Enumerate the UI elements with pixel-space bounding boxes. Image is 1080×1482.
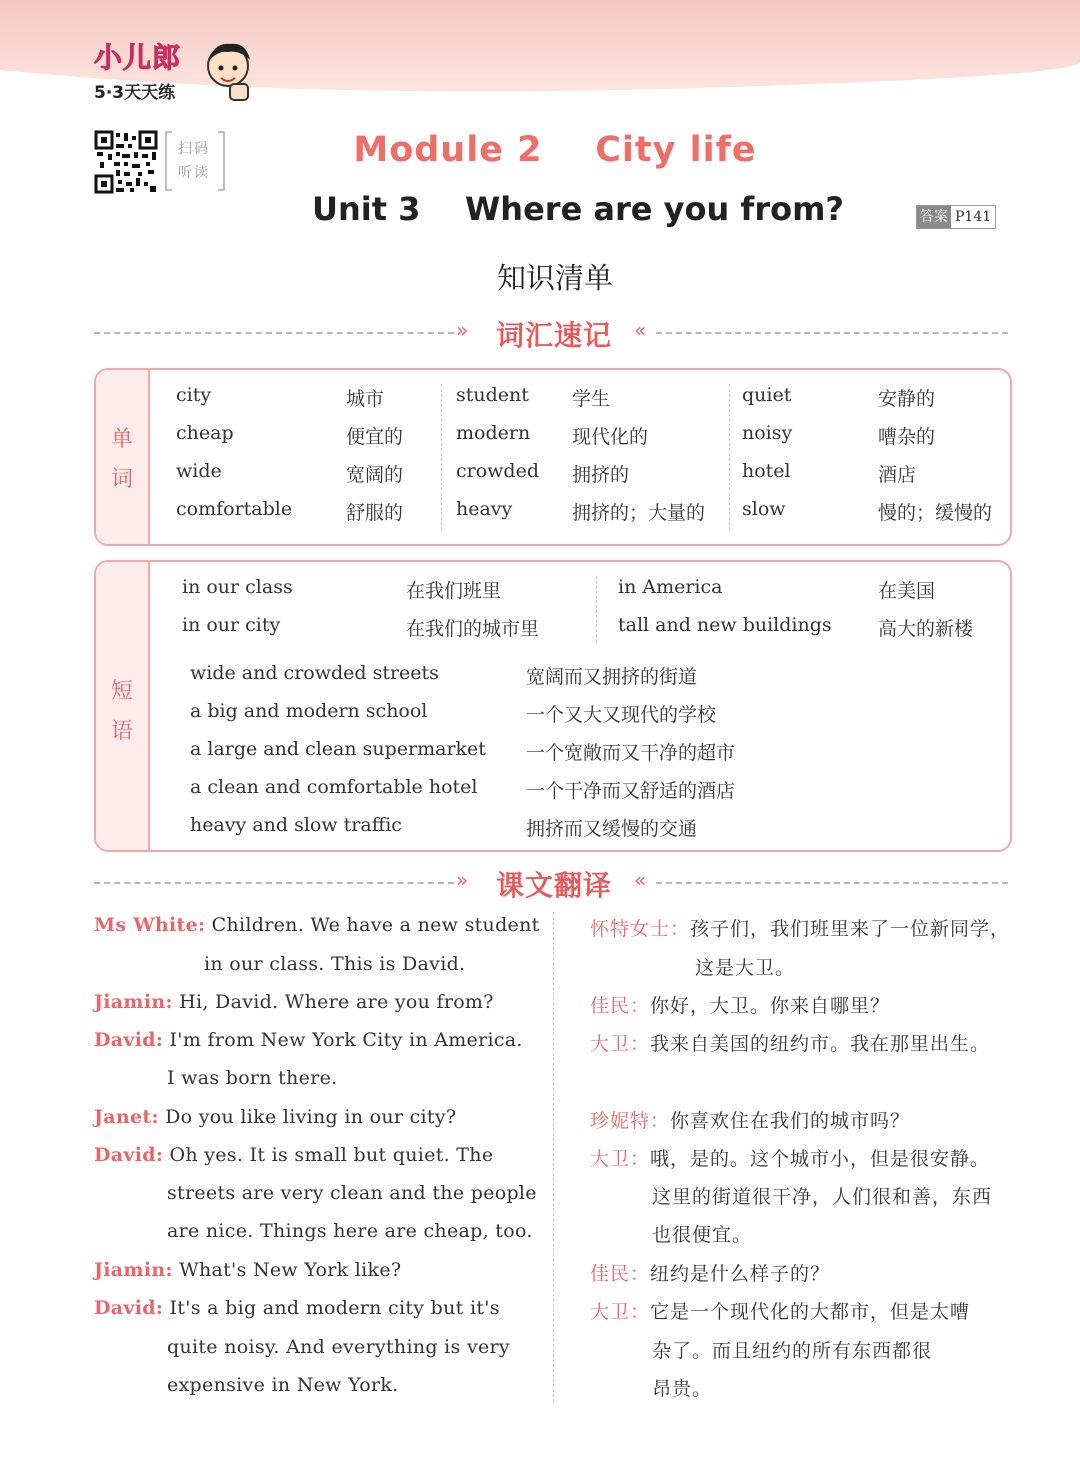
- speaker-name: 大卫：: [590, 1148, 651, 1170]
- dialogue-line-cn: [590, 1106, 910, 1133]
- dialogue-line-en: [94, 1259, 401, 1281]
- dialogue-line-en: [94, 1144, 493, 1166]
- right-arrow-icon: »: [456, 318, 469, 342]
- right-arrow-icon: »: [456, 868, 469, 892]
- dialogue-text: 纽约是什么样子的？: [650, 1263, 831, 1285]
- word-en: comfortable: [176, 498, 293, 520]
- dialogue-text: Do you like living in our city?: [165, 1106, 457, 1128]
- brand-logo: [94, 36, 181, 103]
- dialogue-line-cn: [590, 914, 1010, 941]
- translation-section-title: 课文翻译: [495, 869, 612, 902]
- word-cn: 学生: [572, 388, 611, 410]
- words-side-label: [96, 370, 150, 544]
- words-label-char: 词: [110, 467, 133, 492]
- phrase-cn: 拥挤而又缓慢的交通: [526, 818, 698, 840]
- word-cn: 拥挤的: [572, 464, 630, 486]
- word-en: quiet: [742, 384, 792, 406]
- phrase-en: a clean and comfortable hotel: [190, 776, 478, 798]
- divider-line-left: [94, 332, 454, 334]
- word-en: city: [176, 384, 212, 406]
- word-cn: 嘈杂的: [878, 426, 936, 448]
- divider-line-right: [656, 882, 1008, 884]
- dialogue-text: 昂贵。: [652, 1378, 713, 1400]
- speaker-name: 怀特女士：: [590, 918, 691, 940]
- dialogue-text: Oh yes. It is small but quiet. The: [169, 1144, 494, 1166]
- dialogue-text: 孩子们，我们班里来了一位新同学，: [690, 918, 1011, 940]
- dialogue-line-cn: [590, 1297, 970, 1324]
- dialogue-line-cn: [590, 991, 890, 1018]
- dialogue-text: 这是大卫。: [695, 957, 796, 979]
- word-cn: 便宜的: [346, 426, 404, 448]
- dialogue-text: 它是一个现代化的大都市，但是太嘈: [650, 1301, 971, 1323]
- phrase-cn: 在我们班里: [406, 580, 502, 602]
- phrase-cn: 高大的新楼: [878, 618, 974, 640]
- speaker-name: Jiamin:: [94, 1259, 173, 1281]
- phrase-en: heavy and slow traffic: [190, 814, 402, 836]
- dialogue-text: 哦，是的。这个城市小，但是很安静。: [650, 1148, 991, 1170]
- dialogue-text: expensive in New York.: [167, 1374, 399, 1396]
- word-cn: 慢的；缓慢的: [878, 502, 993, 524]
- phrases-label-char: 短: [110, 679, 133, 704]
- scan-text-2: 听读: [178, 165, 210, 181]
- dialogue-text: I'm from New York City in America.: [169, 1029, 523, 1051]
- dialogue-text: It's a big and modern city but it's: [169, 1297, 500, 1319]
- left-arrow-icon: «: [634, 318, 647, 342]
- speaker-name: Ms White:: [94, 914, 206, 936]
- words-box: [94, 368, 1012, 546]
- word-cn: 舒服的: [346, 502, 404, 524]
- scan-text-1: 扫码: [178, 141, 210, 157]
- column-separator: [729, 384, 730, 530]
- dialogue-text: quite noisy. And everything is very: [167, 1336, 510, 1358]
- dialogue-line-en: [94, 914, 540, 936]
- word-en: student: [456, 384, 529, 406]
- speaker-name: 佳民：: [590, 1263, 651, 1285]
- word-en: cheap: [176, 422, 234, 444]
- dialogue-text: 你好，大卫。你来自哪里？: [650, 995, 891, 1017]
- speaker-name: 大卫：: [590, 1301, 651, 1323]
- dialogue-text: 我来自美国的纽约市。我在那里出生。: [650, 1033, 991, 1055]
- translation-divider: [94, 868, 1008, 902]
- phrase-cn: 一个宽敞而又干净的超市: [526, 742, 736, 764]
- series-name: 5·3天天练: [94, 83, 176, 103]
- mascot-icon: [200, 38, 256, 104]
- column-separator: [441, 384, 442, 530]
- dialogue-line-en: [94, 1106, 456, 1128]
- word-en: wide: [176, 460, 222, 482]
- dialogue-text: What's New York like?: [179, 1259, 402, 1281]
- phrase-en: tall and new buildings: [618, 614, 832, 636]
- speaker-name: David:: [94, 1029, 164, 1051]
- brand-name: 小儿郎: [94, 41, 182, 74]
- words-label-char: 单: [110, 427, 133, 452]
- phrase-cn: 一个又大又现代的学校: [526, 704, 717, 726]
- speaker-name: 佳民：: [590, 995, 651, 1017]
- word-cn: 现代化的: [572, 426, 649, 448]
- word-cn: 宽阔的: [346, 464, 404, 486]
- phrase-en: a big and modern school: [190, 700, 428, 722]
- word-en: crowded: [456, 460, 539, 482]
- dialogue-text: are nice. Things here are cheap, too.: [167, 1220, 533, 1242]
- dialogue-line-cn: [590, 1029, 990, 1056]
- phrase-cn: 一个干净而又舒适的酒店: [526, 780, 736, 802]
- phrase-cn: 宽阔而又拥挤的街道: [526, 666, 698, 688]
- phrase-cn: 在我们的城市里: [406, 618, 540, 640]
- phrase-en: in our class: [182, 576, 293, 598]
- word-en: hotel: [742, 460, 791, 482]
- phrase-en: in America: [618, 576, 723, 598]
- phrases-box: [94, 560, 1012, 852]
- dialogue-line-cn: [590, 1144, 990, 1171]
- dialogue-line-en: [94, 1297, 500, 1319]
- answer-page: P141: [955, 209, 992, 225]
- word-cn: 城市: [346, 388, 385, 410]
- dialogue-text: 这里的街道很干净，人们很和善，东西: [652, 1186, 993, 1208]
- column-separator: [596, 576, 597, 642]
- speaker-name: David:: [94, 1297, 164, 1319]
- dialogue-line-en: [94, 991, 494, 1013]
- phrase-en: a large and clean supermarket: [190, 738, 486, 760]
- word-en: heavy: [456, 498, 513, 520]
- phrase-en: in our city: [182, 614, 281, 636]
- section-title: 知识清单: [496, 261, 613, 295]
- word-en: modern: [456, 422, 531, 444]
- column-separator: [553, 912, 554, 1402]
- unit-title: Unit 3 Where are you from?: [312, 190, 844, 228]
- speaker-name: Jiamin:: [94, 991, 173, 1013]
- dialogue-text: 你喜欢住在我们的城市吗？: [670, 1110, 911, 1132]
- dialogue-line-cn: [590, 1259, 830, 1286]
- dialogue-text: 杂了。而且纽约的所有东西都很: [652, 1340, 933, 1362]
- phrases-label-char: 语: [110, 719, 133, 744]
- speaker-name: Janet:: [94, 1106, 159, 1128]
- module-title: Module 2 City life: [353, 130, 757, 170]
- answer-label: 答案: [917, 206, 951, 228]
- dialogue-text: streets are very clean and the people: [167, 1182, 537, 1204]
- phrase-en: wide and crowded streets: [190, 662, 439, 684]
- dialogue-text: Hi, David. Where are you from?: [179, 991, 494, 1013]
- dialogue-text: in our class. This is David.: [204, 953, 466, 975]
- phrase-cn: 在美国: [878, 580, 936, 602]
- answer-reference[interactable]: [916, 205, 996, 229]
- dialogue-text: Children. We have a new student: [211, 914, 540, 936]
- word-en: slow: [742, 498, 786, 520]
- vocab-divider: [94, 318, 1008, 352]
- dialogue-line-en: [94, 1029, 523, 1051]
- word-cn: 酒店: [878, 464, 917, 486]
- speaker-name: 大卫：: [590, 1033, 651, 1055]
- divider-line-left: [94, 882, 454, 884]
- dialogue-text: I was born there.: [167, 1067, 338, 1089]
- divider-line-right: [656, 332, 1008, 334]
- dialogue-text: 也很便宜。: [652, 1224, 753, 1246]
- phrases-side-label: [96, 562, 150, 850]
- speaker-name: 珍妮特：: [590, 1110, 671, 1132]
- vocab-section-title: 词汇速记: [495, 319, 612, 352]
- speaker-name: David:: [94, 1144, 164, 1166]
- word-cn: 拥挤的；大量的: [572, 502, 706, 524]
- word-cn: 安静的: [878, 388, 936, 410]
- left-arrow-icon: «: [634, 868, 647, 892]
- word-en: noisy: [742, 422, 793, 444]
